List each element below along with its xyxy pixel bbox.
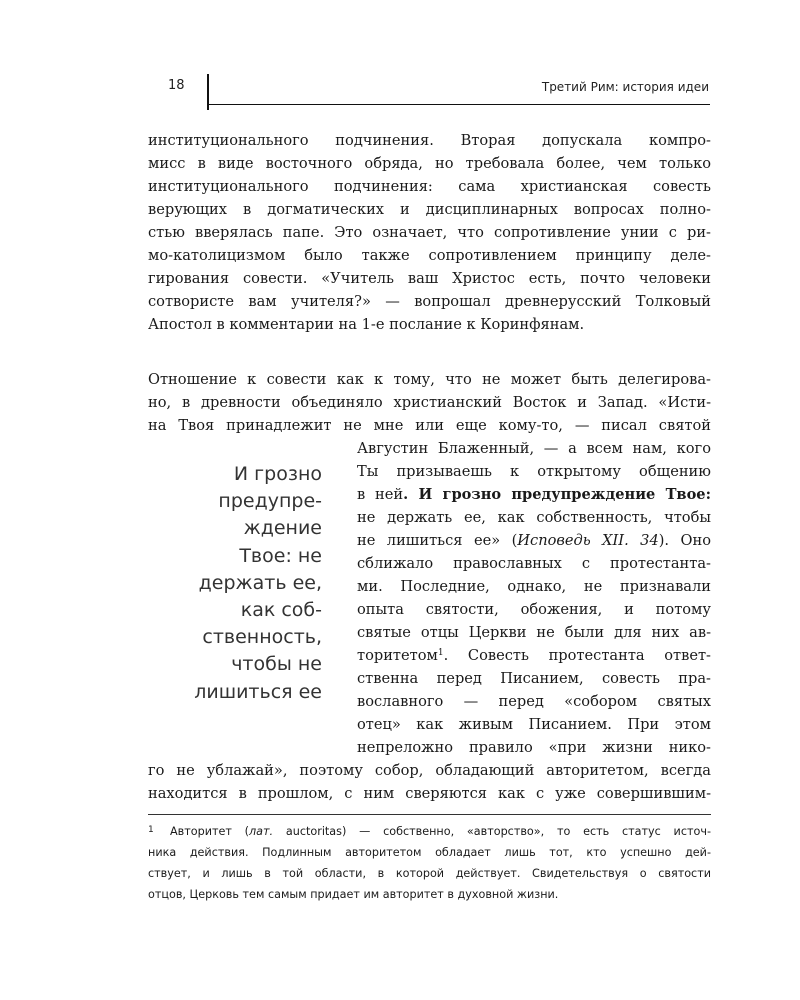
text-fragment: ). Оно	[658, 532, 711, 549]
text-line: Апостол в комментарии на 1-е послание к Коринфянам.	[148, 316, 585, 333]
running-title: Третий Рим: история идеи	[541, 80, 709, 94]
citation: Исповедь XII. 34	[517, 532, 659, 549]
text-line: институционального подчинения. Вторая допускала компро-	[148, 132, 711, 149]
text-line: мо-католицизмом было также сопротивлением принципу деле-	[148, 247, 711, 264]
footnote-line: отцов, Церковь тем самым придает им авторитет в духовной жизни.	[148, 888, 559, 901]
pull-quote-line: держать ее,	[198, 571, 322, 594]
text-line: сотвористе вам учителя?» — вопрошал древнерусский Толковый	[148, 293, 711, 310]
text-line: опыта святости, обожения, и потому	[357, 601, 711, 618]
text-line: святые отцы Церкви не были для них ав-	[357, 624, 711, 641]
pull-quote	[160, 461, 322, 706]
text-line	[357, 483, 711, 506]
footnote	[148, 820, 711, 905]
pull-quote-line: Твое: не	[239, 544, 322, 567]
header-horizontal-rule	[207, 104, 710, 105]
page-number: 18	[168, 78, 185, 93]
pull-quote-line: как соб-	[240, 599, 322, 622]
text-fragment: . И грозно предупреждение Твое:	[403, 486, 711, 503]
footnote-mark: 1	[148, 825, 154, 835]
text-line: институционального подчинения: сама христианская совесть	[148, 178, 711, 195]
text-line	[357, 529, 711, 552]
text-line: вославного — перед «собором святых	[357, 693, 711, 710]
text-fragment: Авторитет (	[170, 825, 250, 838]
text-fragment: лат.	[249, 825, 274, 838]
text-line: мисс в виде восточного обряда, но требовала более, чем только	[148, 155, 711, 172]
text-line: но, в древности объединяло христианский Восток и Запад. «Исти-	[148, 394, 711, 411]
text-line: находится в прошлом, с ним сверяются как с уже совершившим-	[148, 785, 711, 802]
pull-quote-line: лишиться ее	[194, 680, 322, 703]
text-line: го не ублажай», поэтому собор, обладающий авторитетом, всегда	[148, 762, 711, 779]
pull-quote-line: чтобы не	[231, 653, 322, 676]
text-line: отец» как живым Писанием. При этом	[357, 716, 711, 733]
text-line: ственна перед Писанием, совесть пра-	[357, 670, 711, 687]
text-line: гирования совести. «Учитель ваш Христос есть, почто человеки	[148, 270, 711, 287]
text-fragment: не лишиться ее» (	[357, 532, 518, 549]
pull-quote-line: ждение	[243, 517, 322, 540]
text-line: не держать ее, как собственность, чтобы	[357, 509, 711, 526]
text-fragment: торитетом	[357, 647, 438, 664]
text-line: стью вверялась папе. Это означает, что сопротивление унии с ри-	[148, 224, 711, 241]
footnote-reference[interactable]: 1	[437, 648, 444, 658]
footnote-line: ника действия. Подлинным авторитетом обладает лишь тот, кто успешно дей-	[148, 846, 711, 859]
text-line: ми. Последние, однако, не признавали	[357, 578, 711, 595]
text-line: на Твоя принадлежит не мне или еще кому-то, — писал святой	[148, 417, 711, 434]
text-line: Августин Блаженный, — а всем нам, кого	[357, 440, 711, 457]
text-line: Отношение к совести как к тому, что не может быть делегирова-	[148, 371, 711, 388]
text-fragment: auctoritas) — собственно, «авторство», то есть статус источ-	[273, 825, 711, 838]
pull-quote-line: ственность,	[202, 626, 322, 649]
paragraph-1	[148, 129, 711, 336]
paragraph-2-narrow-column	[357, 437, 711, 759]
text-line: Ты призываешь к открытому общению	[357, 463, 711, 480]
footnote-line	[148, 820, 711, 842]
footnote-line: ствует, и лишь в той области, в которой действует. Свидетельствуя о святости	[148, 867, 711, 880]
text-fragment: в ней	[357, 486, 404, 503]
text-line: сближало православных с протестанта-	[357, 555, 711, 572]
pull-quote-line: И грозно	[233, 463, 322, 485]
paragraph-2-end	[148, 759, 711, 805]
text-line: непреложно правило «при жизни нико-	[357, 739, 711, 756]
paragraph-2-start	[148, 368, 711, 437]
footnote-rule	[148, 814, 711, 815]
text-line	[357, 644, 711, 667]
pull-quote-line: предупре-	[218, 490, 322, 513]
text-line: верующих в догматических и дисциплинарных вопросах полно-	[148, 201, 711, 218]
text-fragment: . Совесть протестанта ответ-	[443, 647, 711, 664]
